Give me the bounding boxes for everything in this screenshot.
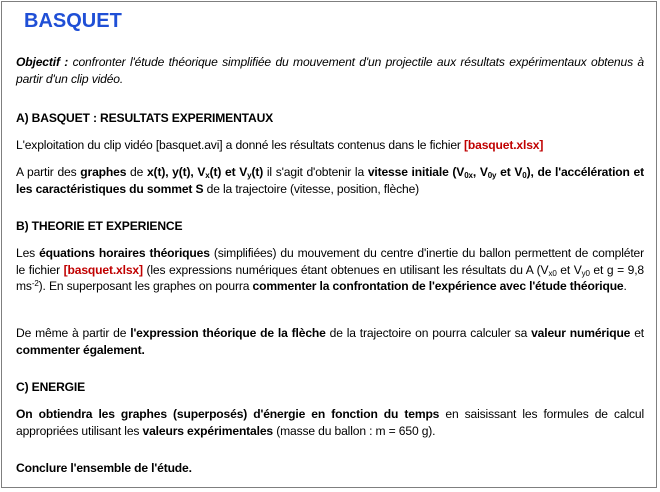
text-run: (simplifiées) du mouvement du centre d'inertie du ballon permettent de compléter le fichier [16,246,644,277]
section-b-paragraph-1 [16,245,644,295]
text-run: et g = 9,8 ms [16,262,644,293]
subscript: 0 [522,171,527,180]
subscript: 0y [487,171,497,180]
text-run: de la trajectoire (vitesse, position, flèche) [203,181,420,196]
bold-run: graphes [80,165,127,179]
section-c-heading: C) ENERGIE [16,380,86,394]
bold-run: x(t), y(t), V [146,165,206,179]
text-run: et V [556,262,582,277]
bold-run: ), de l'accélération et les caractéristiques du sommet S [16,165,644,196]
bold-run: (t) et V [209,165,248,179]
document-page [1,1,657,488]
subscript: x0 [548,268,557,278]
bold-run: et V [496,165,523,179]
bold-run: l'expression théorique de la flèche [130,326,326,340]
text-run: (masse du ballon : m = 650 g). [273,423,436,438]
text-run: . [623,279,627,293]
conclusion-paragraph: Conclure l'ensemble de l'étude. [16,461,192,475]
bold-run: valeur numérique [531,326,631,340]
text-run: A partir des [16,165,81,179]
bold-run: (t) [251,165,264,179]
text-run: il s'agit d'obtenir la [263,165,368,179]
subscript: y0 [581,268,590,278]
bold-run: équations horaires théoriques [39,246,210,260]
objective-text: confronter l'étude théorique simplifiée du mouvement d'un projectile aux résultats expérimentaux obtenus à partir d'un clip vidéo. [16,55,644,86]
text-run: Les [16,246,40,260]
bold-run: commenter également. [16,342,145,357]
section-b-heading: B) THEORIE ET EXPERIENCE [16,219,183,233]
subscript: x [205,171,210,180]
section-c-paragraph-1 [16,406,644,439]
text-run: De même à partir de [16,326,131,340]
text-run: ). En superposant les graphes on pourra [38,279,253,293]
section-a-paragraph-1 [16,137,644,154]
section-a-heading: A) BASQUET : RESULTATS EXPERIMENTAUX [16,111,274,125]
file-reference: [basquet.xlsx] [464,138,544,152]
section-b-paragraph-2 [16,325,644,358]
text-run: en saisissant les formules de calcul appropriées utilisant les [16,407,644,438]
bold-run: valeurs expérimentales [142,423,273,438]
page-title: BASQUET [24,10,122,32]
text-run: de la trajectoire on pourra calculer sa [325,326,532,340]
text-run: et [630,326,644,340]
bold-run: vitesse initiale (V [367,165,465,179]
subscript: y [247,171,252,180]
objective-label: Objectif : [16,55,69,69]
superscript: -2 [31,279,39,288]
text-run: L'exploitation du clip vidéo [basquet.avi] a donné les résultats contenus dans le fichier [16,138,464,152]
bold-run: commenter la confrontation de l'expérience avec l'étude théorique [252,279,624,293]
objective-paragraph [16,54,644,87]
text-run: de [126,165,147,179]
section-a-paragraph-2 [16,164,644,197]
bold-run: On obtiendra les graphes (superposés) d'énergie en fonction du temps [16,407,440,421]
bold-run: , V [472,165,488,179]
text-run: (les expressions numériques étant obtenues en utilisant les résultats du A (V [142,262,549,277]
file-reference: [basquet.xlsx] [63,262,143,277]
subscript: 0x [464,171,473,180]
